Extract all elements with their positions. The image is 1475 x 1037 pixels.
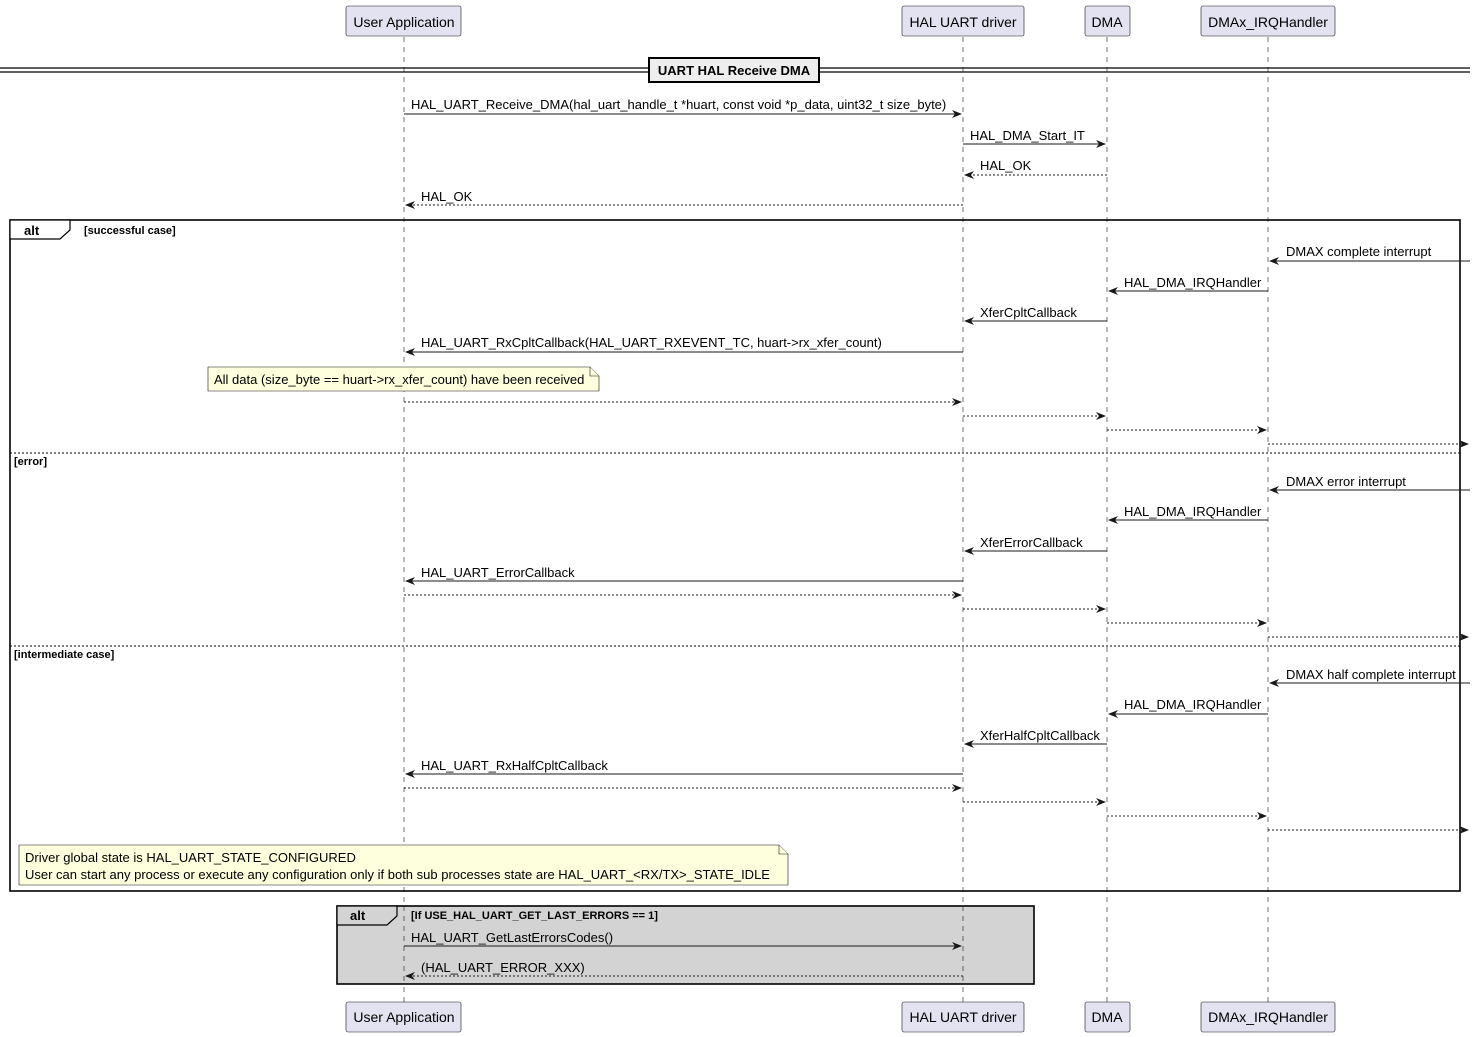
message-label: HAL_UART_Receive_DMA(hal_uart_handle_t *huart, const void *p_data, uint32_t size_byte)	[411, 97, 947, 112]
participant-label: HAL UART driver	[909, 1009, 1017, 1025]
guard-error: [error]	[14, 456, 48, 468]
message-label: DMAX error interrupt	[1286, 474, 1406, 489]
guard-intermediate: [intermediate case]	[14, 649, 115, 661]
message-label: HAL_OK	[421, 189, 473, 204]
message-receive-dma	[404, 97, 961, 114]
guard-successful: [successful case]	[84, 225, 176, 237]
participant-dmax-irqhandler-top	[1201, 6, 1335, 36]
participant-dma-bottom	[1085, 1002, 1130, 1032]
guard-last-errors: [If USE_HAL_UART_GET_LAST_ERRORS == 1]	[411, 910, 658, 922]
message-dmax-error-interrupt	[1270, 474, 1470, 490]
divider	[0, 58, 1470, 82]
participant-label: User Application	[353, 1009, 455, 1025]
message-label: HAL_UART_ErrorCallback	[421, 565, 575, 580]
message-label: HAL_OK	[980, 158, 1032, 173]
message-xfererrorcallback	[965, 535, 1107, 551]
message-label: (HAL_UART_ERROR_XXX)	[421, 960, 585, 975]
message-dma-start-it	[963, 128, 1105, 144]
message-label: XferCpltCallback	[980, 305, 1077, 320]
message-label: HAL_DMA_Start_IT	[970, 128, 1085, 143]
message-label: XferHalfCpltCallback	[980, 728, 1100, 743]
return-arrows-successful	[404, 402, 1468, 444]
note-text-line-1: Driver global state is HAL_UART_STATE_CONFIGURED	[25, 850, 356, 865]
participant-user-application-bottom	[346, 1002, 461, 1032]
message-xferhalfcpltcallback	[965, 728, 1107, 744]
message-label: DMAX half complete interrupt	[1286, 667, 1456, 682]
message-label: DMAX complete interrupt	[1286, 244, 1432, 259]
message-label: HAL_UART_GetLastErrorsCodes()	[411, 930, 614, 945]
note-driver-state	[19, 845, 788, 885]
message-dma-return-ok	[965, 158, 1107, 175]
message-xfercpltcallback	[965, 305, 1107, 321]
message-dma-irqhandler	[1109, 504, 1268, 520]
note-all-data-received	[208, 367, 599, 391]
message-label: HAL_DMA_IRQHandler	[1124, 697, 1262, 712]
divider-title: UART HAL Receive DMA	[657, 63, 811, 78]
participant-hal-uart-driver-bottom	[902, 1002, 1024, 1032]
participant-dmax-irqhandler-bottom	[1201, 1002, 1335, 1032]
alt-frame-main	[10, 220, 1460, 891]
return-arrows-error	[404, 595, 1468, 637]
note-text: All data (size_byte == huart->rx_xfer_count) have been received	[214, 372, 585, 387]
message-dma-irqhandler	[1109, 697, 1268, 714]
message-dmax-complete-interrupt	[1270, 244, 1470, 261]
participant-hal-uart-driver-top	[902, 6, 1024, 36]
alt-keyword: alt	[350, 908, 366, 923]
message-label: HAL_DMA_IRQHandler	[1124, 275, 1262, 290]
participant-dma-top	[1085, 6, 1130, 36]
participant-label: DMA	[1091, 1009, 1123, 1025]
message-label: HAL_DMA_IRQHandler	[1124, 504, 1262, 519]
participant-label: DMA	[1091, 14, 1123, 30]
participant-label: DMAx_IRQHandler	[1208, 14, 1328, 30]
message-dmax-half-complete-interrupt	[1270, 667, 1470, 683]
note-text-line-2: User can start any process or execute any configuration only if both sub processes state are HAL_UART_<RX/TX>_STATE_IDLE	[25, 867, 770, 882]
participant-user-application-top	[346, 6, 461, 36]
message-rxcpltcallback	[406, 335, 963, 352]
message-driver-return-ok	[406, 189, 963, 205]
message-rxhalfcpltcallback	[406, 758, 963, 774]
participant-label: User Application	[353, 14, 455, 30]
message-errorcallback	[406, 565, 963, 581]
participant-label: DMAx_IRQHandler	[1208, 1009, 1328, 1025]
message-dma-irqhandler	[1109, 275, 1268, 291]
message-label: HAL_UART_RxCpltCallback(HAL_UART_RXEVENT_TC, huart->rx_xfer_count)	[421, 335, 882, 350]
message-label: HAL_UART_RxHalfCpltCallback	[421, 758, 608, 773]
alt-keyword: alt	[24, 223, 40, 238]
message-label: XferErrorCallback	[980, 535, 1083, 550]
return-arrows-intermediate	[404, 788, 1468, 830]
participant-label: HAL UART driver	[909, 14, 1017, 30]
